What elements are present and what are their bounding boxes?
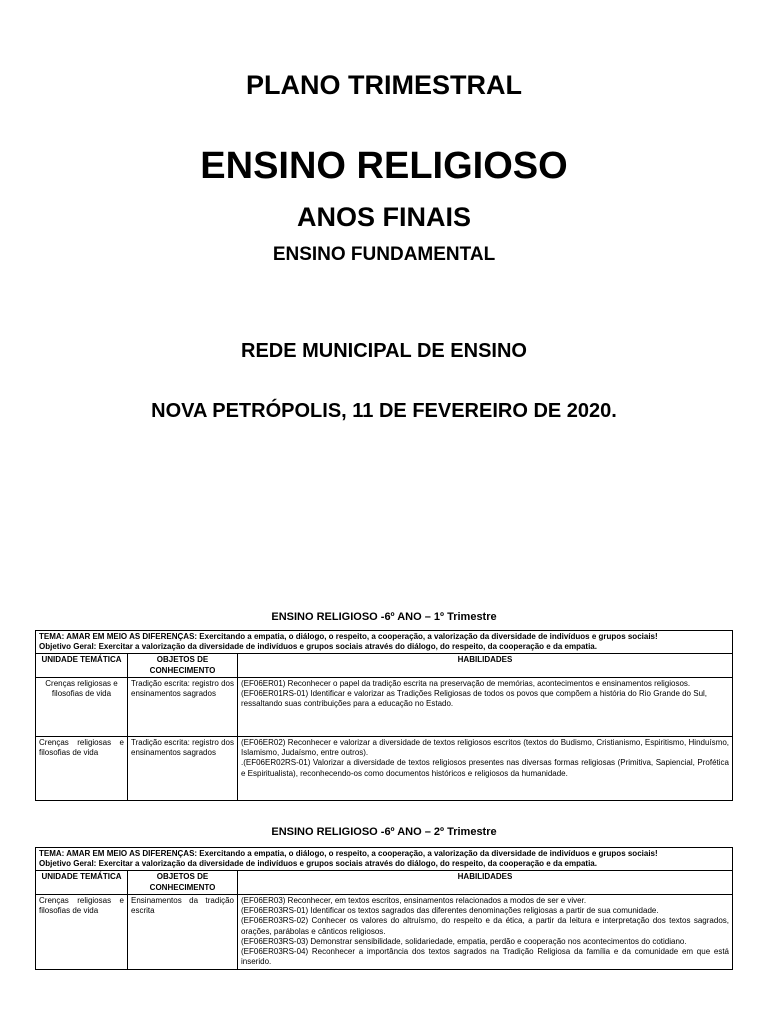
section-title: ENSINO RELIGIOSO -6º ANO – 1º Trimestre [271, 611, 497, 623]
tema-text: TEMA: AMAR EM MEIO AS DIFERENÇAS: Exercitando a empatia, o diálogo, o respeito, a cooperação, a valorização da diversidade de indivíduos e grupos sociais! [39, 632, 658, 641]
col-header-habilidades: HABILIDADES [238, 871, 733, 894]
habilidade-text: (EF06ER03RS-01) Identificar os textos sagrados das diferentes denominações religiosas a partir de sua comunidade. [241, 906, 659, 916]
col-header-objetos: OBJETOS DE CONHECIMENTO [128, 871, 238, 894]
table-row [36, 894, 733, 969]
habilidade-text: (EF06ER03) Reconhecer, em textos escritos, ensinamentos relacionados a modos de ser e viver. [241, 895, 587, 905]
plan-table [35, 847, 733, 970]
objeto-cell: Tradição escrita: registro dos ensinamentos sagrados [128, 677, 238, 736]
unidade-cell: Crenças religiosas e filosofias de vida [36, 677, 128, 736]
habilidade-text: (EF06ER03RS-03) Demonstrar sensibilidade, solidariedade, empatia, perdão e cooperação nos acontecimentos do cotidiano. [241, 936, 687, 946]
place-date: NOVA PETRÓPOLIS, 11 DE FEVEREIRO DE 2020. [151, 400, 617, 422]
habilidade-text: (EF06ER01) Reconhecer o papel da tradição escrita na preservação de memórias, acontecimentos e ensinamentos religiosos. [241, 678, 691, 688]
section-title: ENSINO RELIGIOSO -6º ANO – 2º Trimestre [271, 826, 497, 838]
plan-table [35, 630, 733, 801]
table-row [36, 736, 733, 800]
habilidades-cell [238, 677, 733, 736]
level-title: ANOS FINAIS [296, 202, 471, 232]
col-header-objetos: OBJETOS DE CONHECIMENTO [128, 654, 238, 677]
habilidade-text: (EF06ER01RS-01) Identificar e valorizar as Tradições Religiosas de todos os povos que compõem a história do Rio Grande do Sul, ressaltando suas contribuições para a educação no Estado. [241, 689, 708, 709]
col-header-unidade: UNIDADE TEMÁTICA [36, 871, 128, 894]
habilidade-text: (EF06ER03RS-04) Reconhecer a importância dos textos sagrados na Tradição Religiosa da família e da comunidade em que está inserido. [241, 947, 729, 967]
tema-row [36, 631, 733, 654]
objeto-cell: Ensinamentos da tradição escrita [128, 894, 238, 969]
habilidade-text: (EF06ER03RS-02) Conhecer os valores do altruísmo, do respeito e da ética, a partir da leitura e interpretação dos textos sagrados, orações, parábolas e cânticos religiosos. [241, 916, 729, 936]
network-title: REDE MUNICIPAL DE ENSINO [241, 340, 527, 362]
header-row [36, 654, 733, 677]
tema-text: TEMA: AMAR EM MEIO AS DIFERENÇAS: Exercitando a empatia, o diálogo, o respeito, a cooperação, a valorização da diversidade de indivíduos e grupos sociais! [39, 849, 658, 858]
header-row [36, 871, 733, 894]
unidade-cell: Crenças religiosas e filosofias de vida [36, 736, 128, 800]
habilidades-cell [238, 736, 733, 800]
habilidade-text: .(EF06ER02RS-01) Valorizar a diversidade de textos religiosos presentes nas diversas formas religiosas (Primitiva, Sapiencial, Profética e Espiritualista), reconhecendo-os como documentos históricos e religiosos da humanidade. [241, 758, 729, 778]
stage-title: ENSINO FUNDAMENTAL [272, 244, 496, 265]
objetivo-text: Objetivo Geral: Exercitar a valorização da diversidade de indivíduos e grupos sociais através do diálogo, do respeito, da cooperação e da empatia. [39, 859, 597, 869]
col-header-unidade: UNIDADE TEMÁTICA [36, 654, 128, 677]
objeto-cell: Tradição escrita: registro dos ensinamentos sagrados [128, 736, 238, 800]
document-title: PLANO TRIMESTRAL [246, 70, 522, 100]
habilidades-cell [238, 894, 733, 969]
col-header-habilidades: HABILIDADES [238, 654, 733, 677]
habilidade-text: (EF06ER02) Reconhecer e valorizar a diversidade de textos religiosos escritos (textos do Budismo, Cristianismo, Espiritismo, Hinduísmo, Islamismo, Judaísmo, entre outros). [241, 737, 729, 758]
subject-title: ENSINO RELIGIOSO [200, 145, 568, 187]
table-row [36, 677, 733, 736]
tema-row [36, 848, 733, 871]
objetivo-text: Objetivo Geral: Exercitar a valorização da diversidade de indivíduos e grupos sociais através do diálogo, do respeito, da cooperação e da empatia. [39, 642, 597, 652]
unidade-cell: Crenças religiosas e filosofias de vida [36, 894, 128, 969]
